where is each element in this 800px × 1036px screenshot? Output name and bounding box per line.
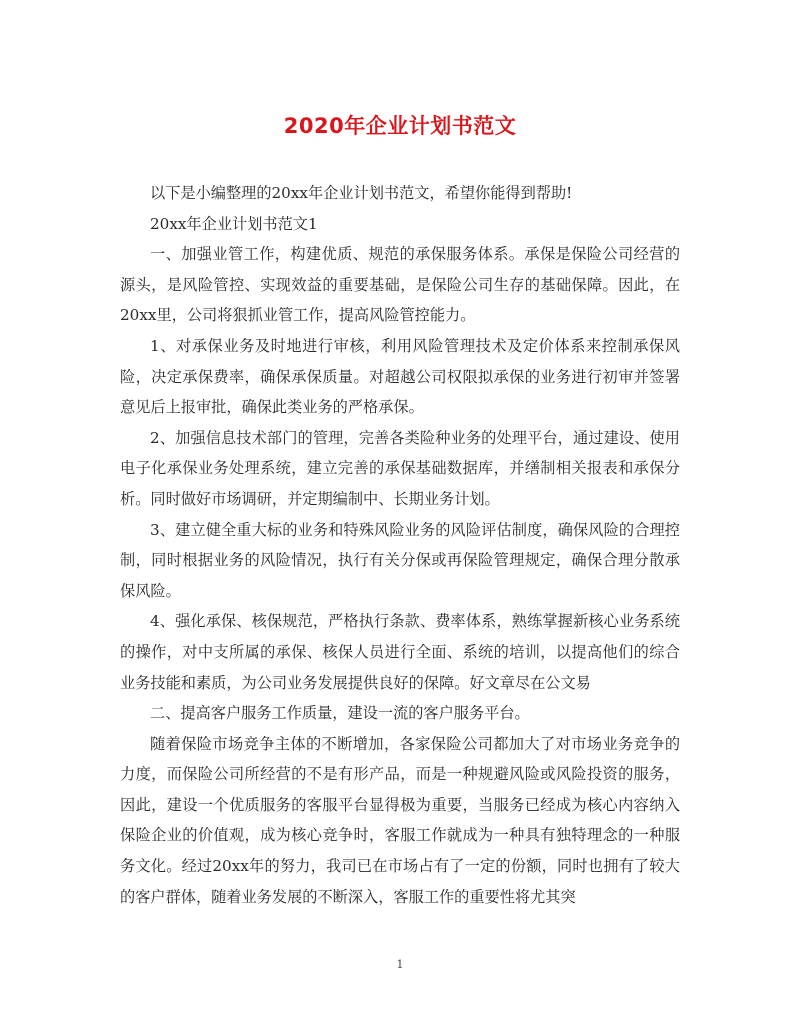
body-paragraph: 1、对承保业务及时地进行审核，利用风险管理技术及定价体系来控制承保风险，决定承保费率，确保承保质量。对超越公司权限拟承保的业务进行初审并签署意见后上报审批，确保此类业务的严格承保。: [120, 336, 680, 417]
body-paragraph: 3、建立健全重大标的业务和特殊风险业务的风险评估制度，确保风险的合理控制，同时根据业务的风险情况，执行有关分保或再保险管理规定，确保合理分散承保风险。: [120, 520, 680, 600]
document-body: [120, 178, 680, 912]
body-paragraph: 二、提高客户服务工作质量，建设一流的客户服务平台。: [150, 704, 530, 723]
page-number: 1: [396, 958, 404, 971]
body-paragraph: 一、加强业管工作，构建优质、规范的承保服务体系。承保是保险公司经营的源头，是风险管控、实现效益的重要基础，是保险公司生存的基础保障。因此，在20xx里，公司将狠抓业管工作，提高风险管控能力。: [120, 245, 680, 325]
document-title: 2020年企业计划书范文: [283, 114, 517, 138]
body-paragraph: 2、加强信息技术部门的管理，完善各类险种业务的处理平台，通过建设、使用电子化承保业务处理系统，建立完善的承保基础数据库，并缮制相关报表和承保分析。同时做好市场调研，并定期编制中、长期业务计划。: [120, 428, 680, 508]
body-paragraph: 4、强化承保、核保规范，严格执行条款、费率体系，熟练掌握新核心业务系统的操作，对中支所属的承保、核保人员进行全面、系统的培训，以提高他们的综合业务技能和素质，为公司业务发展提供良好的保障。好文章尽在公文易: [120, 612, 680, 692]
section-heading: 20xx年企业计划书范文1: [150, 214, 318, 233]
intro-paragraph: 以下是小编整理的20xx年企业计划书范文，希望你能得到帮助!: [150, 184, 573, 202]
body-paragraph: 随着保险市场竞争主体的不断增加，各家保险公司都加大了对市场业务竞争的力度，而保险公司所经营的不是有形产品，而是一种规避风险或风险投资的服务，因此，建设一个优质服务的客服平台显得极为重要，当服务已经成为核心内容纳入保险企业的价值观，成为核心竞争时，客服工作就成为一种具有独特理念的一种服务文化。经过20xx年的努力，我司已在市场占有了一定的份额，同时也拥有了较大的客户群体，随着业务发展的不断深入，客服工作的重要性将尤其突: [120, 734, 680, 906]
